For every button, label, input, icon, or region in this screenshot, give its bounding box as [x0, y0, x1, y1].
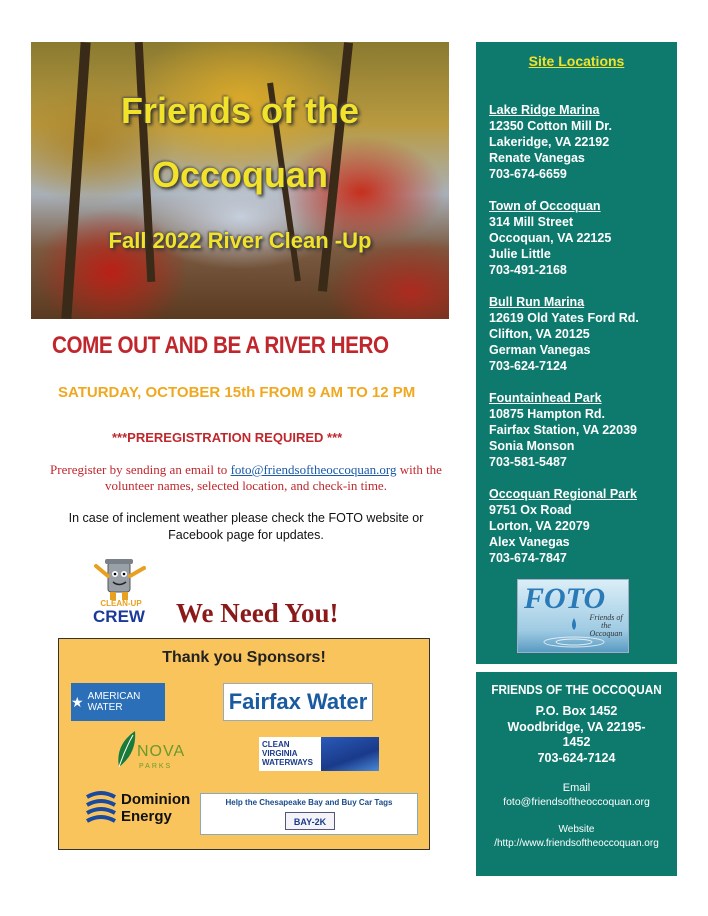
leaf-icon — [115, 729, 139, 769]
sponsors-title: Thank you Sponsors! — [162, 649, 326, 666]
hero-image — [31, 42, 449, 319]
prereg-instructions — [42, 462, 450, 494]
event-date: SATURDAY, OCTOBER 15th FROM 9 AM TO 12 PM — [58, 384, 416, 401]
site-locations-title: Site Locations — [528, 53, 625, 69]
location-street: 9751 Ox Road — [489, 503, 572, 517]
location-street: 10875 Hampton Rd. — [489, 407, 606, 421]
weather-notice: In case of inclement weather please check the FOTO website or Facebook page for updates. — [68, 511, 424, 542]
dominion-text: Dominion — [121, 791, 191, 808]
location-contact: Alex Vanegas — [489, 535, 570, 549]
contact-panel — [476, 672, 677, 876]
hero-title-line1: Friends of the — [120, 90, 359, 131]
location-city: Fairfax Station, VA 22039 — [489, 423, 637, 437]
license-plate: BAY-2K — [285, 812, 335, 830]
location-city: Occoquan, VA 22125 — [489, 231, 612, 245]
location-name: Town of Occoquan — [489, 199, 601, 213]
location-fountainhead-park — [489, 390, 637, 470]
contact-phone: 703-624-7124 — [537, 750, 616, 765]
location-contact: Julie Little — [489, 247, 551, 261]
fairfax-water-logo — [223, 683, 373, 721]
location-name: Lake Ridge Marina — [489, 103, 600, 117]
american-water-text: AMERICAN WATER — [87, 691, 141, 713]
we-need-you: We Need You! — [176, 598, 339, 628]
crew-logo-line2: CREW — [93, 607, 145, 626]
contact-address — [476, 704, 677, 766]
location-phone: 703-674-7847 — [489, 551, 567, 565]
american-water-logo — [71, 683, 165, 721]
location-phone: 703-674-6659 — [489, 167, 567, 181]
contact-po-box: P.O. Box 1452 — [535, 704, 618, 718]
sponsors-box — [58, 638, 430, 850]
location-bull-run-marina — [489, 294, 639, 374]
cleanup-crew-logo — [86, 556, 156, 626]
location-contact: German Vanegas — [489, 343, 591, 357]
location-phone: 703-581-5487 — [489, 455, 567, 469]
prereg-required: ***PREREGISTRATION REQUIRED *** — [112, 430, 343, 445]
contact-title: FRIENDS OF THE OCCOQUAN — [491, 682, 662, 697]
location-street: 314 Mill Street — [489, 215, 574, 229]
location-city: Lorton, VA 22079 — [489, 519, 590, 533]
water-drop-icon — [518, 580, 629, 653]
location-city: Clifton, VA 20125 — [489, 327, 590, 341]
location-name: Fountainhead Park — [489, 391, 602, 405]
prereg-text-before: Preregister by sending an email to — [50, 462, 231, 477]
location-street: 12350 Cotton Mill Dr. — [489, 119, 612, 133]
location-occoquan-regional-park — [489, 486, 637, 566]
site-locations-panel — [476, 42, 677, 664]
location-town-of-occoquan — [489, 198, 611, 278]
prereg-text-after: with the volunteer names, selected location, and check-in time. — [105, 462, 442, 493]
wave-graphic — [321, 737, 379, 771]
website-label: Website — [558, 824, 595, 835]
nova-sub-text: PARKS — [139, 763, 173, 770]
location-contact: Sonia Monson — [489, 439, 575, 453]
crew-logo-line1: CLEAN-UP — [100, 599, 142, 608]
contact-email[interactable]: foto@friendsoftheoccoquan.org — [503, 796, 650, 808]
location-contact: Renate Vanegas — [489, 151, 585, 165]
foto-logo-sub: Friends of the Occoquan — [589, 613, 623, 638]
clean-virginia-waterways-logo — [259, 737, 379, 771]
email-label: Email — [562, 782, 591, 794]
energy-text: Energy — [121, 808, 172, 825]
location-phone: 703-624-7124 — [489, 359, 567, 373]
chesapeake-bay-plate-ad — [200, 793, 418, 835]
foto-logo — [517, 579, 629, 653]
star-icon: ★ — [71, 693, 84, 710]
hero-title-line2: Occoquan — [151, 154, 329, 195]
chesapeake-text: Help the Chesapeake Bay and Buy Car Tags — [225, 798, 393, 807]
location-name: Bull Run Marina — [489, 295, 585, 309]
nova-text: NOVA — [137, 743, 186, 760]
location-name: Occoquan Regional Park — [489, 487, 637, 501]
location-lake-ridge — [489, 102, 612, 182]
headline: COME OUT AND BE A RIVER HERO — [52, 332, 389, 359]
fairfax-water-text: Fairfax Water — [228, 689, 368, 714]
prereg-email-link[interactable]: foto@friendsoftheoccoquan.org — [230, 462, 397, 477]
nova-parks-logo — [115, 729, 185, 775]
location-city: Lakeridge, VA 22192 — [489, 135, 610, 149]
contact-city: Woodbridge, VA 22195-1452 — [507, 719, 646, 749]
foto-logo-text: FOTO — [524, 582, 606, 615]
hero-subtitle: Fall 2022 River Clean -Up — [108, 228, 372, 253]
location-phone: 703-491-2168 — [489, 263, 567, 277]
dominion-mark-icon — [85, 789, 117, 825]
location-street: 12619 Old Yates Ford Rd. — [489, 311, 639, 325]
dominion-energy-logo — [85, 787, 191, 827]
clean-virginia-text: CLEAN VIRGINIA WATERWAYS — [259, 737, 321, 771]
contact-website[interactable]: /http://www.friendsoftheoccoquan.org — [494, 838, 659, 849]
